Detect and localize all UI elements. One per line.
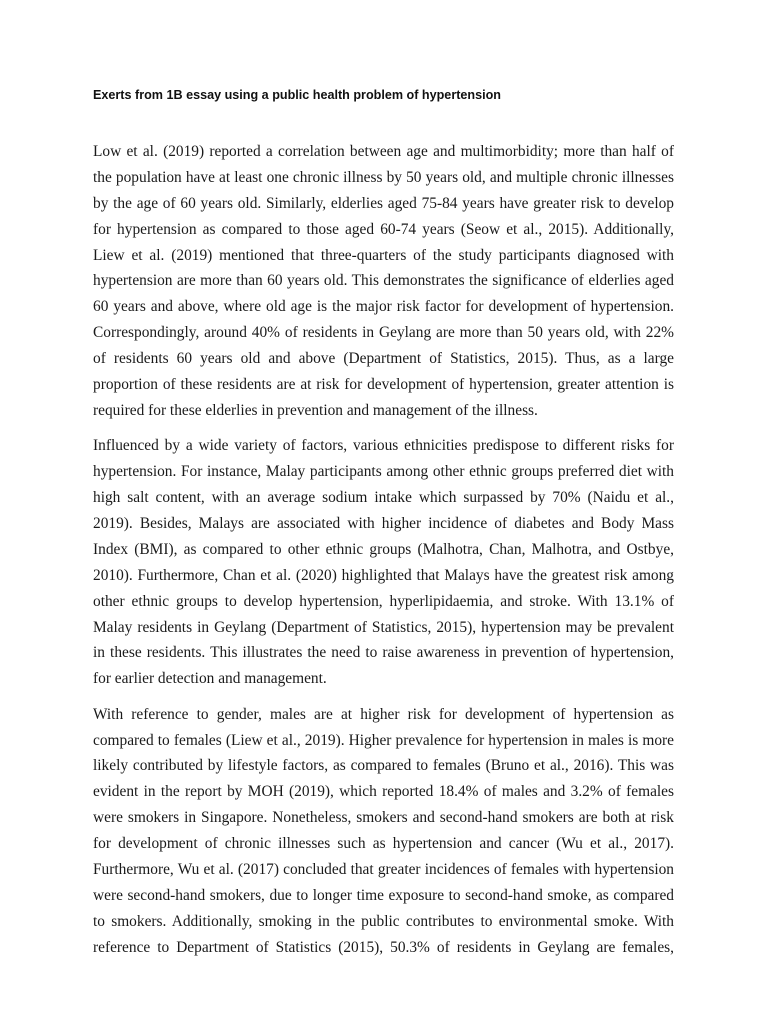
paragraph-line: hypertension. For instance, Malay participants among other ethnic groups preferred diet with: [93, 463, 674, 481]
paragraph-line: likely contributed by lifestyle factors, as compared to females (Bruno et al., 2016). This was: [93, 757, 674, 775]
paragraph-line: the population have at least one chronic illness by 50 years old, and multiple chronic illnesses: [93, 168, 674, 186]
essay-paragraph: [93, 702, 674, 961]
paragraph-line: other ethnic groups to develop hypertension, hyperlipidaemia, and stroke. With 13.1% of: [93, 592, 674, 610]
paragraph-line: were smokers in Singapore. Nonetheless, smokers and second-hand smokers are both at risk: [93, 809, 674, 827]
essay-body: [93, 139, 674, 970]
paragraph-line: evident in the report by MOH (2019), which reported 18.4% of males and 3.2% of females: [93, 783, 674, 801]
paragraph-line: in these residents. This illustrates the need to raise awareness in prevention of hypertension,: [93, 644, 674, 662]
paragraph-line: Furthermore, Wu et al. (2017) concluded that greater incidences of females with hypertension: [93, 861, 674, 879]
paragraph-line: required for these elderlies in prevention and management of the illness.: [93, 401, 538, 419]
document-heading: Exerts from 1B essay using a public health problem of hypertension: [93, 88, 501, 102]
paragraph-line: Influenced by a wide variety of factors, various ethnicities predispose to different risks for: [93, 437, 674, 455]
paragraph-line: hypertension are more than 60 years old. This demonstrates the significance of elderlies aged: [93, 272, 674, 290]
paragraph-line: 60 years and above, where old age is the major risk factor for development of hypertension.: [93, 298, 674, 316]
paragraph-line: by the age of 60 years old. Similarly, elderlies aged 75-84 years have greater risk to develop: [93, 194, 674, 212]
paragraph-line: high salt content, with an average sodium intake which surpassed by 70% (Naidu et al.,: [93, 489, 674, 507]
paragraph-line: reference to Department of Statistics (2015), 50.3% of residents in Geylang are females,: [93, 938, 674, 956]
paragraph-line: Correspondingly, around 40% of residents in Geylang are more than 50 years old, with 22%: [93, 324, 674, 342]
paragraph-line: for development of chronic illnesses such as hypertension and cancer (Wu et al., 2017).: [93, 835, 674, 853]
paragraph-line: Malay residents in Geylang (Department of Statistics, 2015), hypertension may be prevalent: [93, 618, 674, 636]
paragraph-line: for earlier detection and management.: [93, 670, 327, 688]
paragraph-line: were second-hand smokers, due to longer time exposure to second-hand smoke, as compared: [93, 886, 674, 904]
paragraph-line: proportion of these residents are at risk for development of hypertension, greater attention is: [93, 376, 674, 394]
paragraph-line: of residents 60 years old and above (Department of Statistics, 2015). Thus, as a large: [93, 350, 674, 368]
paragraph-line: to smokers. Additionally, smoking in the public contributes to environmental smoke. With: [93, 912, 674, 930]
paragraph-line: 2010). Furthermore, Chan et al. (2020) highlighted that Malays have the greatest risk among: [93, 566, 674, 584]
paragraph-line: With reference to gender, males are at higher risk for development of hypertension as: [93, 705, 674, 723]
paragraph-line: 2019). Besides, Malays are associated with higher incidence of diabetes and Body Mass: [93, 514, 674, 532]
paragraph-line: for hypertension as compared to those aged 60-74 years (Seow et al., 2015). Additionally,: [93, 220, 674, 238]
paragraph-line: Low et al. (2019) reported a correlation between age and multimorbidity; more than half of: [93, 143, 674, 160]
paragraph-line: Liew et al. (2019) mentioned that three-quarters of the study participants diagnosed with: [93, 246, 674, 264]
paragraph-line: compared to females (Liew et al., 2019). Higher prevalence for hypertension in males is more: [93, 731, 674, 749]
essay-paragraph: [93, 433, 674, 692]
essay-paragraph: [93, 139, 674, 424]
paragraph-line: Index (BMI), as compared to other ethnic groups (Malhotra, Chan, Malhotra, and Ostbye,: [93, 540, 674, 558]
